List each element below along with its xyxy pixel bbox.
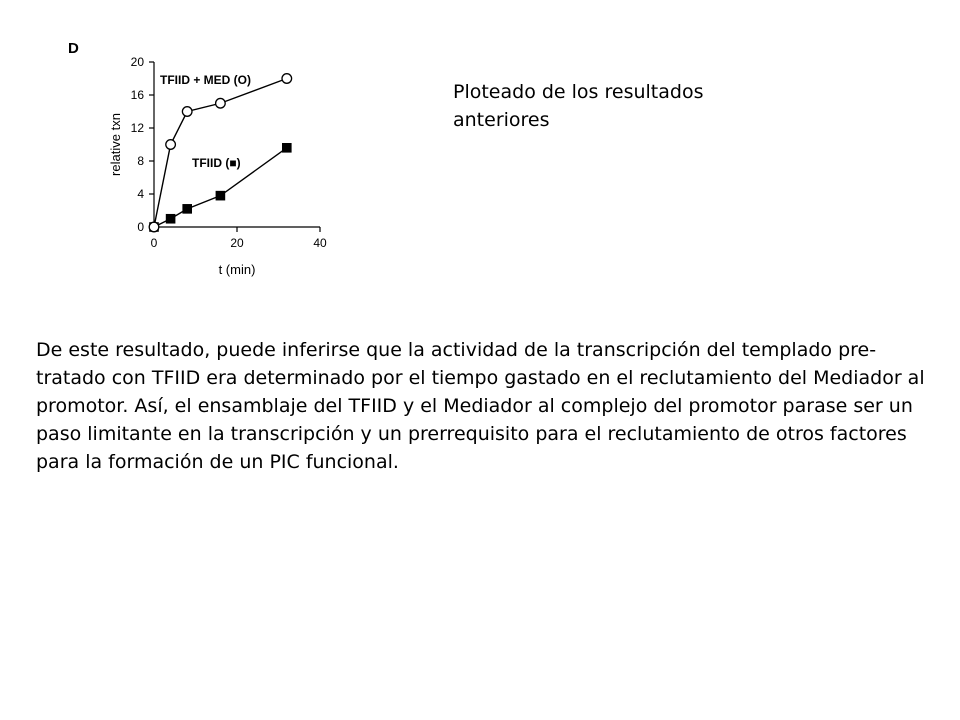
series-label-tfiid: TFIID (■) bbox=[192, 156, 241, 170]
data-point-open-circle bbox=[216, 98, 226, 108]
y-tick-label: 8 bbox=[137, 154, 144, 168]
x-tick-label: 40 bbox=[313, 236, 327, 250]
panel-label: D bbox=[68, 40, 79, 57]
x-tick-label: 0 bbox=[150, 236, 158, 250]
series-layer bbox=[149, 74, 291, 232]
data-point-open-circle bbox=[182, 107, 192, 117]
data-point-filled-square bbox=[282, 143, 292, 153]
data-point-open-circle bbox=[166, 140, 176, 150]
series-label-tfiid-med: TFIID + MED (O) bbox=[160, 73, 251, 87]
y-tick-label: 20 bbox=[130, 55, 144, 69]
y-axis-ticks bbox=[131, 55, 154, 234]
data-point-open-circle bbox=[282, 74, 292, 84]
data-point-filled-square bbox=[182, 204, 192, 214]
data-point-filled-square bbox=[216, 191, 226, 201]
x-axis-label: t (min) bbox=[218, 262, 256, 277]
relative-txn-chart bbox=[0, 0, 360, 300]
x-axis-ticks bbox=[151, 227, 327, 250]
y-tick-label: 4 bbox=[137, 187, 144, 201]
x-tick-label: 20 bbox=[230, 236, 244, 250]
y-axis-label: relative txn bbox=[108, 113, 123, 176]
y-tick-label: 12 bbox=[130, 121, 144, 135]
y-tick-label: 0 bbox=[137, 220, 144, 234]
plot-caption: Ploteado de los resultados anteriores bbox=[453, 81, 704, 131]
data-point-open-circle bbox=[149, 222, 159, 232]
data-point-filled-square bbox=[166, 214, 176, 224]
conclusion-paragraph: De este resultado, puede inferirse que la actividad de la transcripción del templado pre-tratado con TFIID era determinado por el tiempo gastado en el reclutamiento del Mediador al promotor. Así, el ensamblaje del TFIID y el Mediador al complejo del promotor parase ser un paso limitante en la transcripción y un prerrequisito para el reclutamiento de otros factores para la formación de un PIC funcional. bbox=[36, 339, 925, 473]
y-tick-label: 16 bbox=[130, 88, 144, 102]
